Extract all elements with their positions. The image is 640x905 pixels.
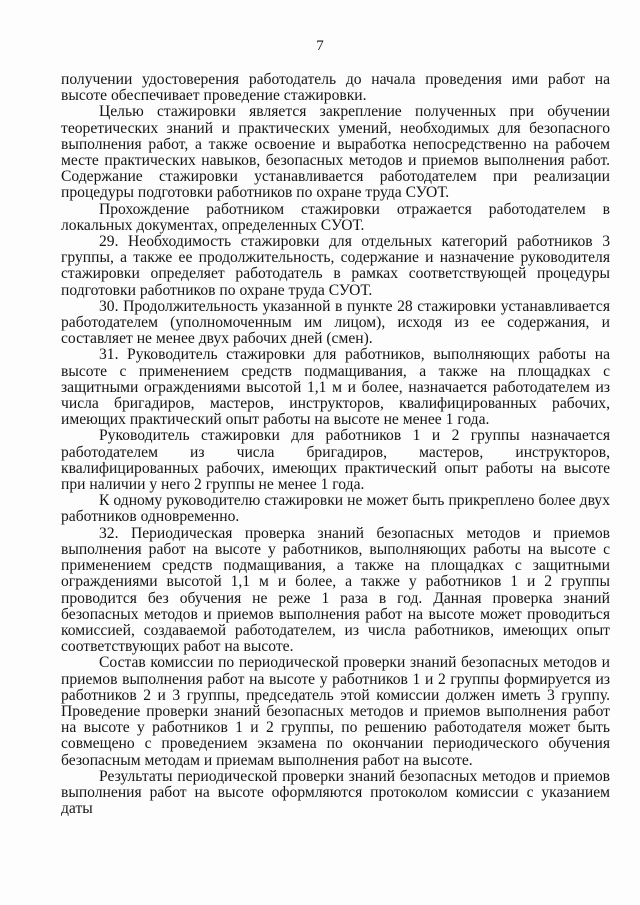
page-number: 7 (316, 38, 324, 54)
paragraph-item-30: 30. Продолжительность указанной в пункте 28 стажировки устанавливается работодателем (уполномоченным им лицом), исходя из ее содержания, и составляет не менее двух рабочих дней (смен). (61, 297, 610, 348)
paragraph-supervisor-limit: К одному руководителю стажировки не может быть прикреплено более двух работников одновременно. (61, 492, 610, 526)
paragraph-item-31: 31. Руководитель стажировки для работников, выполняющих работы на высоте с применением средств подмащивания, а также на площадках с защитными ограждениями высотой 1,1 м и более, назначается работодателем из числа бригадиров, мастеров, инструкторов, квалифицированных рабочих, имеющих практический опыт работы на высоте не менее 1 года. (61, 346, 610, 429)
paragraph-results: Результаты периодической проверки знаний безопасных методов и приемов выполнения работ на высоте оформляются протоколом комиссии с указанием даты (61, 767, 610, 818)
paragraph-continuation: получении удостоверения работодатель до начала проведения ими работ на высоте обеспечивает проведение стажировки. (61, 71, 610, 105)
paragraph-item-32: 32. Периодическая проверка знаний безопасных методов и приемов выполнения работ на высоте у работников, выполняющих работы на высоте с применением средств подмащивания, а также на площадках с защитными ограждениями высотой 1,1 м и более, а также у работников 1 и 2 группы проводится без обучения не реже 1 раза в год. Данная проверка знаний безопасных методов и приемов выполнения работ на высоте может проводиться комиссией, создаваемой работодателем, из числа работников, имеющих опыт соответствующих работ на высоте. (61, 524, 610, 656)
paragraph-internship-record: Прохождение работником стажировки отражается работодателем в локальных документах, определенных СУОТ. (61, 200, 610, 234)
paragraph-commission: Состав комиссии по периодической проверки знаний безопасных методов и приемов выполнения работ на высоте у работников 1 и 2 группы формируется из работников 2 и 3 группы, председатель этой комиссии должен иметь 3 группу. Проведение проверки знаний безопасных методов и приемов выполнения работ на высоте у работников 1 и 2 группы, по решению работодателя может быть совмещено с проведением экзамена по окончании периодического обучения безопасным методам и приемам выполнения работ на высоте. (61, 654, 610, 769)
paragraph-supervisor-groups: Руководитель стажировки для работников 1 и 2 группы назначается работодателем из числа бригадиров, мастеров, инструкторов, квалифицированных рабочих, имеющих практический опыт работы на высоте при наличии у него 2 группы не менее 1 года. (61, 427, 610, 494)
body-text (61, 72, 610, 817)
paragraph-internship-purpose: Целью стажировки является закрепление полученных при обучении теоретических знаний и практических умений, необходимых для безопасного выполнения работ, а также освоение и выработка непосредственно на рабочем месте практических навыков, безопасных методов и приемов выполнения работ. Содержание стажировки устанавливается работодателем при реализации процедуры подготовки работников по охране труда СУОТ. (61, 103, 610, 202)
paragraph-item-29: 29. Необходимость стажировки для отдельных категорий работников 3 группы, а также ее продолжительность, содержание и назначение руководителя стажировки определяет работодатель в рамках соответствующей процедуры подготовки работников по охране труда СУОТ. (61, 233, 610, 299)
